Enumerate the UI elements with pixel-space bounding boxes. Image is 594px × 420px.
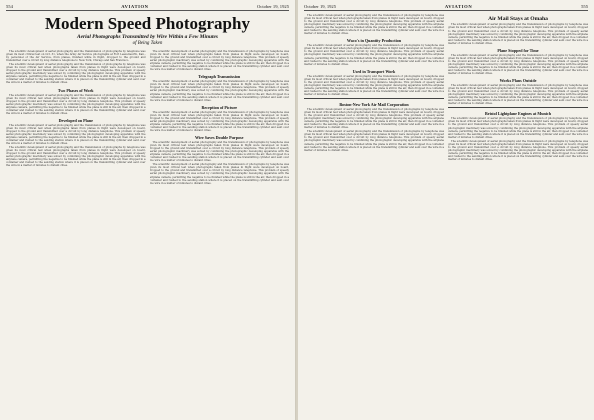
body-paragraph: The scientific development of aerial photography and the transmission of photographs by telephone was given its most critical test when photographs taken from planes in flight were developed on board, dropped to the ground and transmitted over a circuit by long distance telephone. This problem of speedy aerial photographic machinery was solved by combining the photographic developing apparatus with the airplane camera, permitting the negative to be finished while the plane is still in the air, then dropped in a container and rushed to the sending station where it is placed on the transmitting cylinder and sent over the wire in a matter of minutes to distant cities. (304, 44, 444, 66)
page-number: 554 (6, 4, 13, 9)
divider (304, 98, 444, 99)
body-paragraph: The scientific development of aerial photography and the transmission of photographs by telephone was given its most critical test when photographs taken from planes in flight were developed on board, dropped to the ground and transmitted over a circuit by long distance telephone. This problem of speedy aerial photographic machinery was solved by combining the photographic developing apparatus with the airplane camera, permitting the negative to be finished while the plane is still in the air, then dropped in a container and rushed to the sending station where it is placed on the transmitting cylinder and sent over the wire in a matter of minutes to distant cities. (6, 63, 146, 85)
left-page-header (6, 4, 289, 11)
section-heading: Works Plans Outside (499, 78, 537, 84)
article-subtitle: Aerial Photographs Transmitted by Wire Within a Few Minutes (77, 34, 218, 40)
body-paragraph: The scientific development of aerial photography and the transmission of photographs by telephone was given its most critical test when photographs taken from planes in flight were developed on board, dropped to the ground and transmitted over a circuit by long distance telephone. This problem of speedy aerial photographic machinery was solved by combining the photographic developing apparatus with the airplane camera, permitting the negative to be finished while the plane is still in the air, then dropped in a container and rushed to the sending station where it is placed on the transmitting cylinder and sent over the wire in a matter of minutes to distant cities. (6, 123, 146, 146)
body-paragraph: The scientific development of aerial photography and the transmission of photographs by telephone was given its most critical test when photographs taken from planes in flight were developed on board, dropped to the ground and transmitted over a circuit by long distance telephone. This problem of speedy aerial photographic machinery was solved by combining the photographic developing apparatus with the airplane camera, permitting the negative to be finished while the plane is still in the air, then dropped in a container and rushed to the sending station where it is placed on the transmitting cylinder and sent over the wire in a matter of minutes to distant cities. (149, 80, 289, 102)
right-column-2 (448, 14, 588, 416)
section-heading: Two Phases of Work (57, 87, 94, 93)
body-paragraph: The scientific development of aerial photography and the transmission of photographs by telephone was given its most critical test when photographs taken from planes in flight were developed on board, dropped to the ground and transmitted over a circuit by long distance telephone. This problem of speedy aerial photographic machinery was solved by combining the photographic developing apparatus with the airplane camera, permitting the negative to be finished while the plane is still in the air, then dropped in a container and rushed to the sending station where it is placed on the transmitting cylinder and sent over the wire in a matter of minutes to distant cities. (6, 93, 146, 115)
body-paragraph: The scientific development of aerial photography and the transmission of photographs by telephone was given its most critical test when photographs taken from planes in flight were developed on board, dropped to the ground and transmitted over a circuit by long distance telephone. This problem of speedy aerial photographic machinery was solved by combining the photographic developing apparatus with the airplane camera, permitting the negative to be finished while the plane is still in the air, then dropped in a container and rushed to the sending station where it is placed on the transmitting cylinder and sent over the wire in a matter of minutes to distant cities. (149, 110, 289, 132)
body-paragraph: The scientific development of aerial photography and the transmission of photographs by telephone was given its most critical test when photographs taken from planes in flight were developed on board, dropped to the ground and transmitted over a circuit by long distance telephone. This problem of speedy aerial photographic machinery was solved by combining the photographic developing apparatus with the airplane camera, permitting the negative to be finished while the plane is still in the air, then dropped in a container and rushed to the sending station where it is placed on the transmitting cylinder and sent over the wire in a matter of minutes to distant cities. (304, 130, 444, 152)
body-paragraph: The scientific development of aerial photography and the transmission of photographs by telephone was given its most critical test when photographs taken from planes in flight were developed on board, dropped to the ground and transmitted over a circuit by long distance telephone. This problem of speedy aerial photographic machinery was solved by combining the photographic developing apparatus with the airplane camera, permitting the negative to be finished while the plane is still in the air, then dropped in a container and rushed to the sending station where it is placed on the transmitting cylinder and sent over the wire in a matter of minutes to distant cities. (304, 74, 444, 96)
section-heading: Wire Saves Double Purpose (195, 134, 244, 140)
issue-date: October 19, 1925 (256, 4, 289, 9)
body-paragraph: The scientific development of aerial photography and the transmission of photographs by telephone was given its most critical test when photographs taken from planes in flight were developed on board, dropped to the ground and transmitted over a circuit by long distance telephone. This problem of speedy aerial photographic machinery was solved by combining the photographic developing apparatus with the airplane camera, permitting the negative to be finished while the plane is still in the air, then dropped in a container and rushed to the sending station where it is placed on the transmitting cylinder and sent over the wire in a matter of minutes to distant cities. (448, 53, 588, 76)
page-number: 555 (581, 4, 588, 9)
left-page (0, 0, 296, 420)
intro-paragraph: The scientific development of aerial photography and the transmission of photographs by telephone was given its most critical test on Oct. 31, when the Army Air Service photographs at Fort Leavenworth, Kan., by personnel of the Air Service, from planes, finished while in flight, dropped to the ground and transmitted over a circuit by long distance telephone to New York, Chicago and San Francisco. (6, 50, 146, 63)
divider (448, 107, 588, 108)
article-heading: Air Mail Stays at Omaha (488, 16, 548, 22)
left-column-2 (150, 50, 290, 380)
body-paragraph: The scientific development of aerial photography and the transmission of photographs by telephone was given its most critical test when photographs taken from planes in flight were developed on board, dropped to the ground and transmitted over a circuit by long distance telephone. This problem of speedy aerial photographic machinery was solved by combining the photographic developing apparatus with the airplane camera, permitting the negative to be finished while the plane is still in the air, then dropped in a container and rushed to the sending station where it is placed on the transmitting cylinder and sent over the wire in a matter of minutes to distant cities. (448, 23, 588, 45)
right-page (298, 0, 594, 420)
section-heading: Telegraph Transmission (198, 74, 241, 80)
body-paragraph: The scientific development of aerial photography and the transmission of photographs by telephone was given its most critical test when photographs taken from planes in flight were developed on board, dropped to the ground and transmitted over a circuit by long distance telephone. This problem of speedy aerial photographic machinery was solved by combining the photographic developing apparatus with the airplane camera, permitting the negative to be finished while the plane is still in the air, then dropped in a container and rushed to the sending station where it is placed on the transmitting cylinder and sent over the wire in a matter of minutes to distant cities. (448, 117, 588, 139)
article-heading: Waco's in Quantity Production (346, 38, 402, 44)
body-paragraph: The scientific development of aerial photography and the transmission of photographs by telephone was given its most critical test when photographs taken from planes in flight were developed on board, dropped to the ground and transmitted over a circuit by long distance telephone. This problem of speedy aerial photographic machinery was solved by combining the photographic developing apparatus with the airplane camera, permitting the negative to be finished while the plane is still in the air, then dropped in a container and rushed to the sending station where it is placed on the transmitting cylinder and sent over the wire in a matter of minutes to distant cities. (149, 163, 289, 185)
section-heading: Plane Stopped for Time (497, 47, 539, 53)
body-paragraph: The scientific development of aerial photography and the transmission of photographs by telephone was given its most critical test when photographs taken from planes in flight were developed on board, dropped to the ground and transmitted over a circuit by long distance telephone. This problem of speedy aerial photographic machinery was solved by combining the photographic developing apparatus with the airplane camera, permitting the negative to be finished while the plane is still in the air, then dropped in a container and rushed to the sending station where it is placed on the transmitting cylinder and sent over the wire in a matter of minutes to distant cities. (149, 50, 289, 72)
right-page-header (304, 4, 588, 11)
article-heading: Bristol Lightplane Engines at Munich (485, 111, 551, 117)
article-title: Modern Speed Photography (45, 14, 250, 33)
right-column-1 (304, 14, 444, 416)
body-paragraph: The scientific development of aerial photography and the transmission of photographs by telephone was given its most critical test when photographs taken from planes in flight were developed on board, dropped to the ground and transmitted over a circuit by long distance telephone. This problem of speedy aerial photographic machinery was solved by combining the photographic developing apparatus with the airplane camera, permitting the negative to be finished while the plane is still in the air, then dropped in a container and rushed to the sending station where it is placed on the transmitting cylinder and sent over the wire in a matter of minutes to distant cities. (448, 139, 588, 161)
body-paragraph: The scientific development of aerial photography and the transmission of photographs by telephone was given its most critical test when photographs taken from planes in flight were developed on board, dropped to the ground and transmitted over a circuit by long distance telephone. This problem of speedy aerial photographic machinery was solved by combining the photographic developing apparatus with the airplane camera, permitting the negative to be finished while the plane is still in the air, then dropped in a container and rushed to the sending station where it is placed on the transmitting cylinder and sent over the wire in a matter of minutes to distant cities. (304, 14, 444, 36)
article-subtitle-line2: of Being Taken (132, 41, 163, 46)
issue-date: October 19, 1925 (304, 4, 337, 9)
section-heading: Used in Transport Work (352, 68, 396, 74)
magazine-name: AVIATION (121, 4, 149, 9)
body-paragraph: The scientific development of aerial photography and the transmission of photographs by telephone was given its most critical test when photographs taken from planes in flight were developed on board, dropped to the ground and transmitted over a circuit by long distance telephone. This problem of speedy aerial photographic machinery was solved by combining the photographic developing apparatus with the airplane camera, permitting the negative to be finished while the plane is still in the air, then dropped in a container and rushed to the sending station where it is placed on the transmitting cylinder and sent over the wire in a matter of minutes to distant cities. (304, 107, 444, 130)
left-column-1 (6, 50, 146, 380)
body-paragraph: The scientific development of aerial photography and the transmission of photographs by telephone was given its most critical test when photographs taken from planes in flight were developed on board, dropped to the ground and transmitted over a circuit by long distance telephone. This problem of speedy aerial photographic machinery was solved by combining the photographic developing apparatus with the airplane camera, permitting the negative to be finished while the plane is still in the air, then dropped in a container and rushed to the sending station where it is placed on the transmitting cylinder and sent over the wire in a matter of minutes to distant cities. (448, 84, 588, 106)
body-paragraph: The scientific development of aerial photography and the transmission of photographs by telephone was given its most critical test when photographs taken from planes in flight were developed on board, dropped to the ground and transmitted over a circuit by long distance telephone. This problem of speedy aerial photographic machinery was solved by combining the photographic developing apparatus with the airplane camera, permitting the negative to be finished while the plane is still in the air, then dropped in a container and rushed to the sending station where it is placed on the transmitting cylinder and sent over the wire in a matter of minutes to distant cities. (6, 146, 146, 168)
magazine-name: AVIATION (444, 4, 473, 9)
section-heading: Reception of Picture (201, 104, 238, 110)
body-paragraph: The scientific development of aerial photography and the transmission of photographs by telephone was given its most critical test when photographs taken from planes in flight were developed on board, dropped to the ground and transmitted over a circuit by long distance telephone. This problem of speedy aerial photographic machinery was solved by combining the photographic developing apparatus with the airplane camera, permitting the negative to be finished while the plane is still in the air, then dropped in a container and rushed to the sending station where it is placed on the transmitting cylinder and sent over the wire in a matter of minutes to distant cities. (149, 140, 289, 163)
section-heading: Developed on Plane (58, 117, 93, 123)
article-heading: Boston-New York Air Mail Corporation (339, 101, 409, 107)
